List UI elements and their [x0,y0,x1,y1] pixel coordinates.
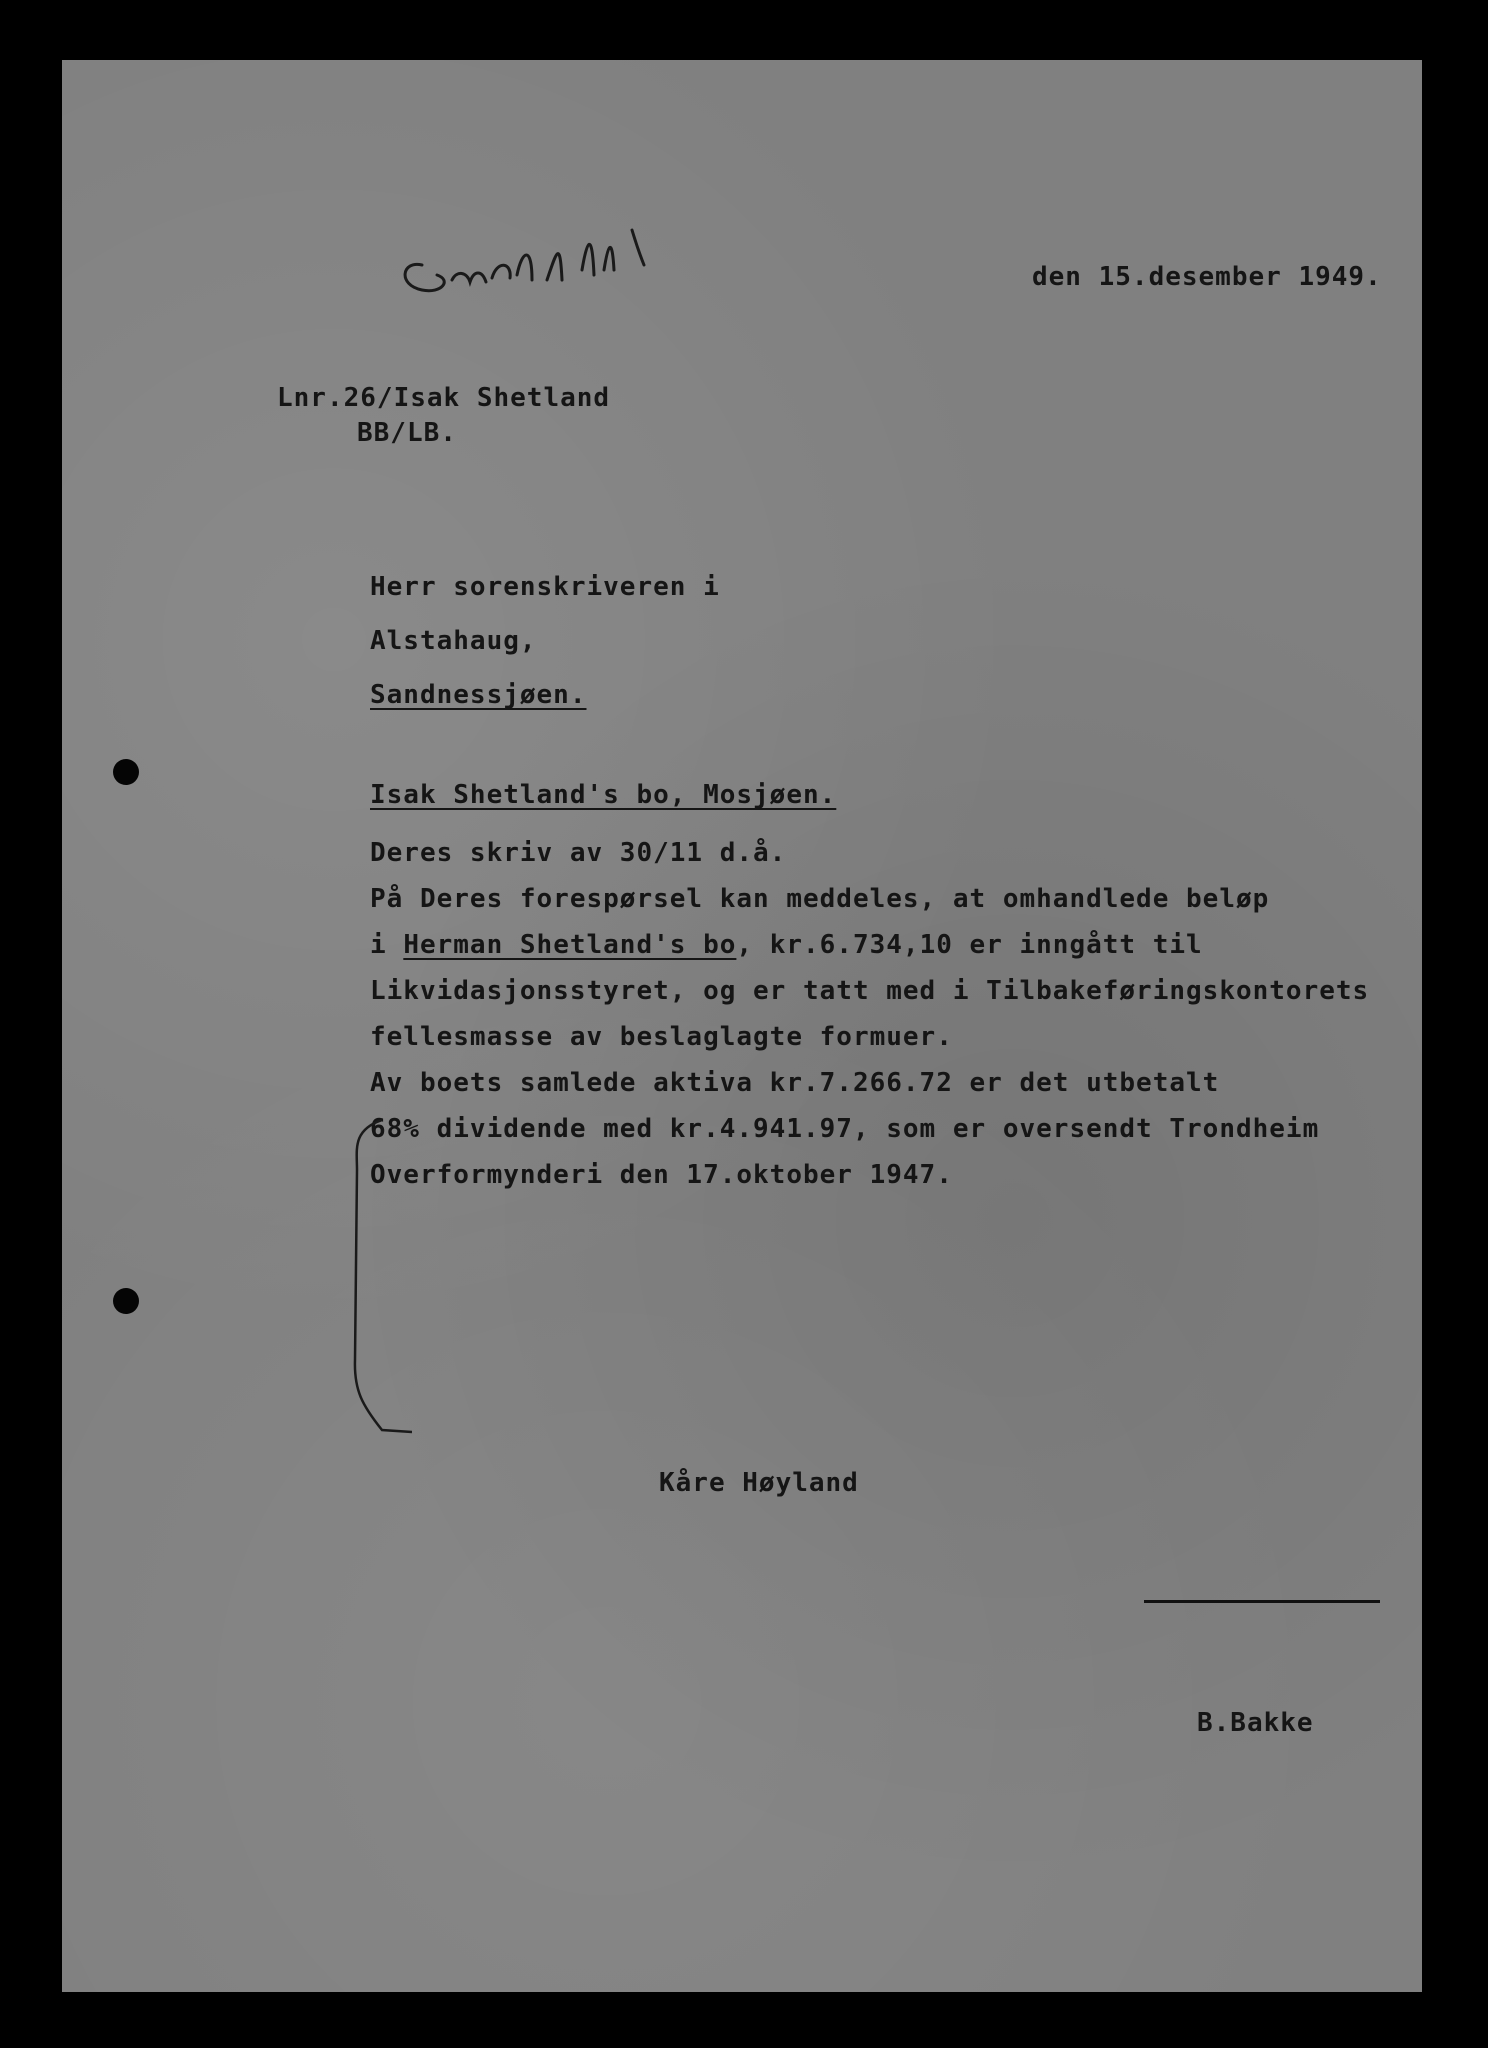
reference-line-1: Lnr.26/Isak Shetland [277,383,611,413]
recipient-line-2: Alstahaug, [370,626,537,656]
handwritten-note [382,190,722,310]
body-line-3 [370,930,1203,960]
subject-line: Isak Shetland's bo, Mosjøen. [370,780,837,810]
reference-line-2: BB/LB. [357,418,457,448]
body-line-3-end: , kr.6.734,10 er inngått til [736,930,1203,960]
signature-line [1144,1600,1380,1603]
margin-bracket-mark [322,1060,412,1440]
signatory-name: B.Bakke [1197,1708,1314,1738]
punch-hole-bottom [113,1288,139,1314]
body-line-5: fellesmasse av beslaglagte formuer. [370,1022,953,1052]
recipient-line-1: Herr sorenskriveren i [370,572,720,602]
letter-date: den 15.desember 1949. [1032,262,1382,292]
document-page [62,60,1422,1992]
body-line-3-estate: Herman Shetland's bo [403,930,737,960]
body-line-1: Deres skriv av 30/11 d.å. [370,838,787,868]
punch-hole-top [113,759,139,785]
body-line-7: 68% dividende med kr.4.941.97, som er oversendt Trondheim [370,1114,1320,1144]
body-line-3-start: i [370,930,404,960]
body-line-4: Likvidasjonsstyret, og er tatt med i Tilbakeføringskontorets [370,976,1370,1006]
body-line-2: På Deres forespørsel kan meddeles, at omhandlede beløp [370,884,1270,914]
body-line-6: Av boets samlede aktiva kr.7.266.72 er det utbetalt [370,1068,1220,1098]
body-line-8: Overformynderi den 17.oktober 1947. [370,1160,953,1190]
signature-name: Kåre Høyland [659,1468,859,1498]
recipient-line-3: Sandnessjøen. [370,680,587,710]
